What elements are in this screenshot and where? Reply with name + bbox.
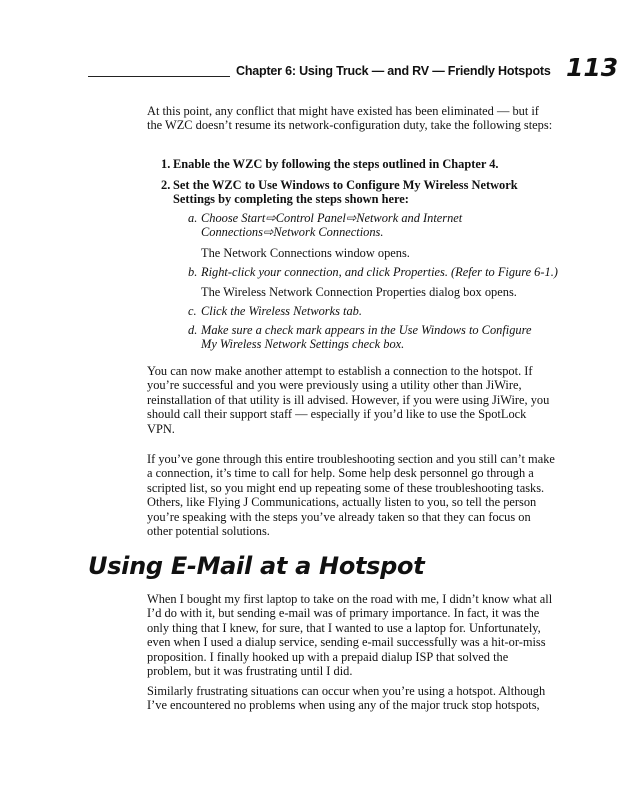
substep-text: Choose Start⇨Control Panel⇨Network and Internet Connections⇨Network Connections. bbox=[201, 211, 463, 240]
page-number: 113 bbox=[566, 53, 619, 82]
substep-b bbox=[188, 265, 558, 279]
section-paragraph: When I bought my first laptop to take on the road with me, I didn’t know what all I’d do with it, but sending e-mail was of primary importance. In fact, it was the only thing that I knew, for sure, that I wanted to use a laptop for. Unfortunately, even when I used a dialup service, sending e-mail successfully was a hit-or-miss proposition. I finally hooked up with a prepaid dialup ISP that solved the problem, but it was frustrating until I did. bbox=[147, 592, 553, 679]
intro-paragraph: At this point, any conflict that might have existed has been eliminated — but if the WZC doesn’t resume its network-configuration duty, take the following steps: bbox=[147, 104, 553, 133]
section-paragraph: Similarly frustrating situations can occur when you’re using a hotspot. Although I’ve encountered no problems when using any of the major truck stop hotspots, bbox=[147, 684, 546, 713]
section-heading: Using E-Mail at a Hotspot bbox=[88, 552, 425, 580]
running-head: Chapter 6: Using Truck — and RV — Friendly Hotspots bbox=[236, 64, 551, 78]
step-number: 1. bbox=[161, 157, 171, 171]
substep-text: Make sure a check mark appears in the Use Windows to Configure My Wireless Network Settings check box. bbox=[201, 323, 532, 352]
substep-text: Right-click your connection, and click Properties. (Refer to Figure 6-1.) bbox=[201, 265, 558, 279]
step-text: Enable the WZC by following the steps outlined in Chapter 4. bbox=[173, 157, 499, 171]
paragraph: You can now make another attempt to establish a connection to the hotspot. If you’re successful and you were previously using a utility other than JiWire, reinstallation of that utility is ill advised. However, if you were using JiWire, you should call their support staff — especially if you’d like to use the SpotLock VPN. bbox=[147, 364, 550, 436]
substep-c bbox=[188, 304, 548, 318]
substep-d bbox=[188, 323, 540, 352]
substep-a bbox=[188, 211, 488, 240]
step-text: Set the WZC to Use Windows to Configure My Wireless Network Settings by completing the steps shown here: bbox=[173, 178, 518, 207]
header-rule bbox=[88, 76, 230, 77]
step-number: 2. bbox=[161, 178, 171, 192]
substep-text: Click the Wireless Networks tab. bbox=[201, 304, 362, 318]
substep-letter: c. bbox=[188, 304, 197, 318]
substep-letter: b. bbox=[188, 265, 198, 279]
substep-a-result: The Network Connections window opens. bbox=[201, 246, 410, 260]
step-1 bbox=[161, 157, 551, 171]
substep-letter: a. bbox=[188, 211, 198, 225]
step-2 bbox=[161, 178, 551, 207]
paragraph: If you’ve gone through this entire troubleshooting section and you still can’t make a connection, it’s time to call for help. Some help desk personnel go through a scripted list, so you might end up repeating some of these troubleshooting tasks. Others, like Flying J Communications, actually listen to you, so tell the person you’re speaking with the steps you’ve already taken so that they can focus on other potential solutions. bbox=[147, 452, 555, 539]
substep-letter: d. bbox=[188, 323, 198, 337]
substep-b-result: The Wireless Network Connection Properties dialog box opens. bbox=[201, 285, 517, 299]
